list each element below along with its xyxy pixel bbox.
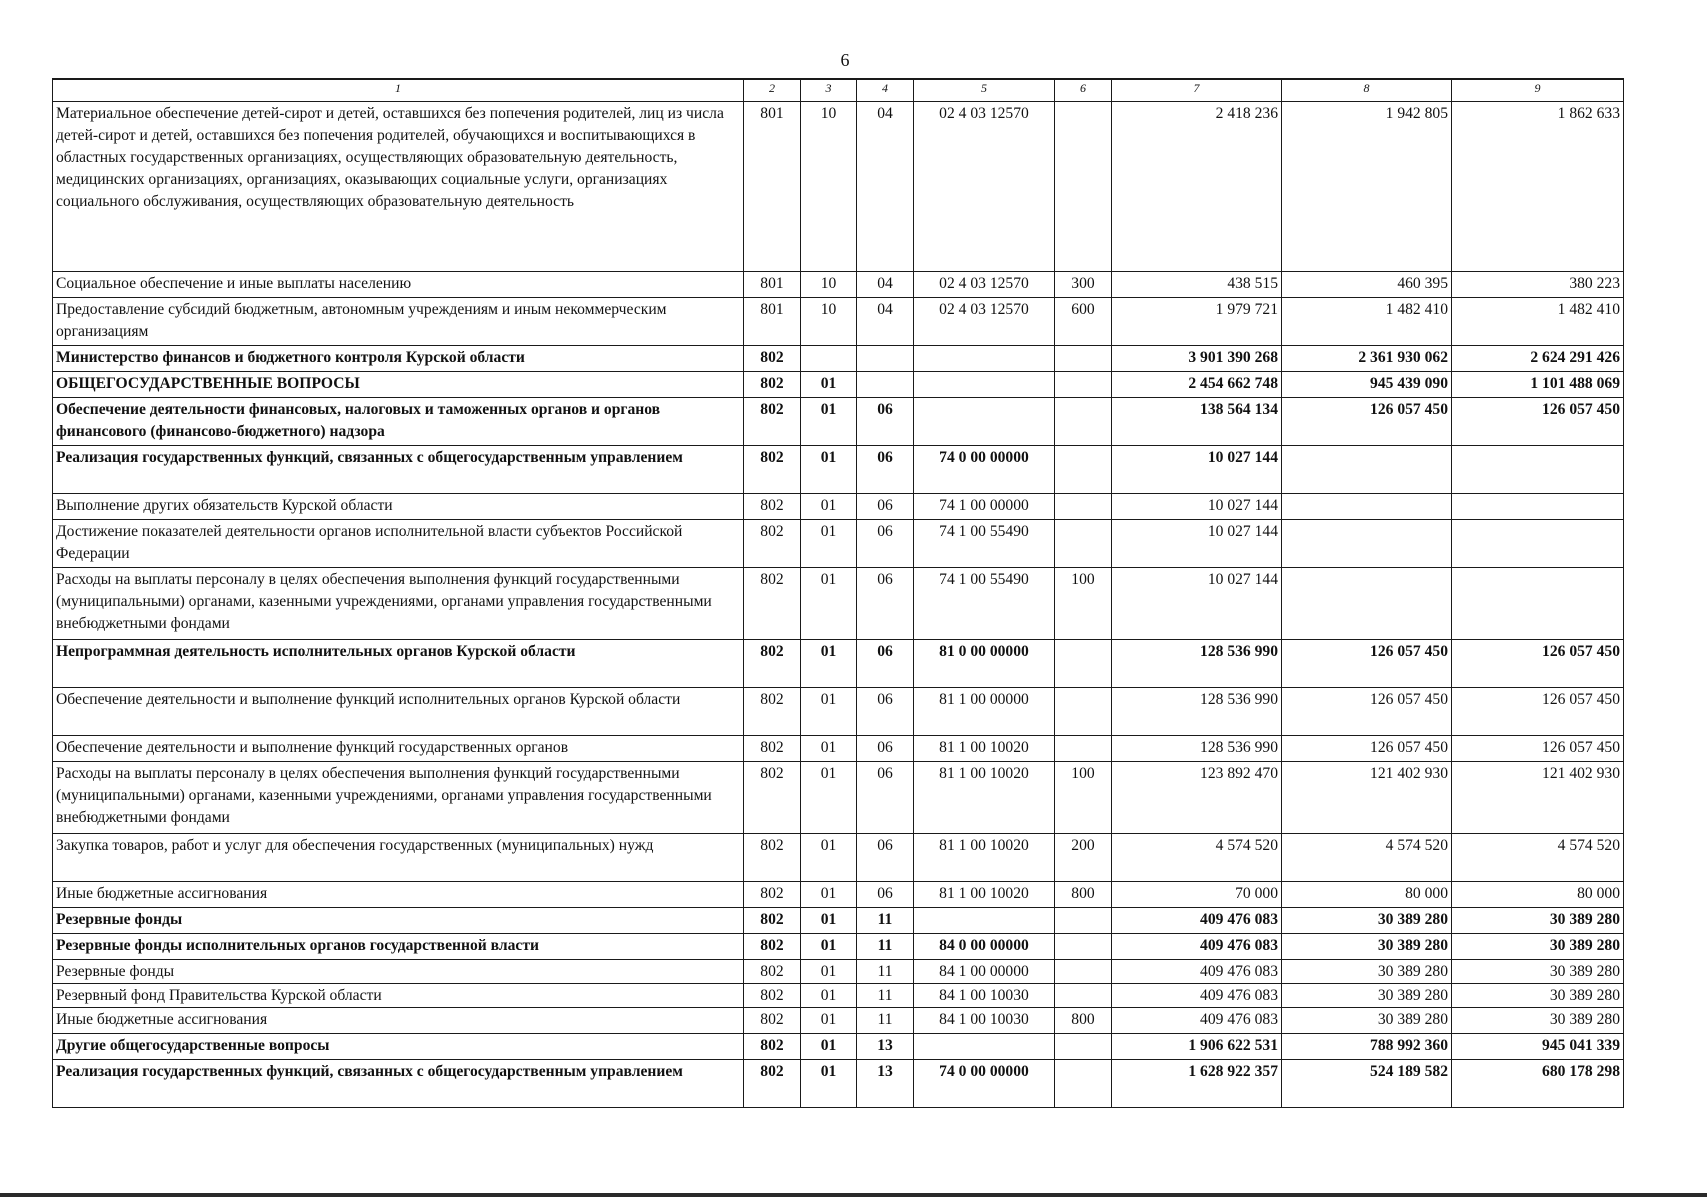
amount-col-7: 128 536 990 xyxy=(1112,735,1282,761)
table-row xyxy=(53,493,1624,519)
ministry-code: 802 xyxy=(744,761,801,833)
amount-col-8: 524 189 582 xyxy=(1282,1059,1452,1107)
amount-col-8: 30 389 280 xyxy=(1282,907,1452,933)
amount-col-8: 30 389 280 xyxy=(1282,933,1452,959)
amount-col-9: 30 389 280 xyxy=(1452,983,1624,1007)
table-row xyxy=(53,1033,1624,1059)
target-article-code: 02 4 03 12570 xyxy=(914,271,1055,297)
amount-col-7: 1 628 922 357 xyxy=(1112,1059,1282,1107)
table-row xyxy=(53,687,1624,735)
expense-type-code: 800 xyxy=(1055,881,1112,907)
ministry-code: 802 xyxy=(744,519,801,567)
row-name: Другие общегосударственные вопросы xyxy=(53,1033,744,1059)
amount-col-7: 4 574 520 xyxy=(1112,833,1282,881)
section-code: 01 xyxy=(801,493,857,519)
ministry-code: 802 xyxy=(744,639,801,687)
expense-type-code xyxy=(1055,907,1112,933)
subsection-code: 06 xyxy=(857,761,914,833)
section-code: 01 xyxy=(801,761,857,833)
section-code: 10 xyxy=(801,101,857,271)
amount-col-9: 680 178 298 xyxy=(1452,1059,1624,1107)
ministry-code: 802 xyxy=(744,371,801,397)
section-code: 01 xyxy=(801,371,857,397)
amount-col-9 xyxy=(1452,445,1624,493)
target-article-code: 74 1 00 00000 xyxy=(914,493,1055,519)
ministry-code: 802 xyxy=(744,1033,801,1059)
amount-col-7: 138 564 134 xyxy=(1112,397,1282,445)
subsection-code: 04 xyxy=(857,101,914,271)
amount-col-9: 30 389 280 xyxy=(1452,1007,1624,1033)
ministry-code: 801 xyxy=(744,271,801,297)
amount-col-7: 10 027 144 xyxy=(1112,445,1282,493)
scan-bottom-edge xyxy=(0,1193,1707,1197)
target-article-code: 74 1 00 55490 xyxy=(914,519,1055,567)
target-article-code xyxy=(914,345,1055,371)
header-col-7: 7 xyxy=(1112,79,1282,101)
section-code: 10 xyxy=(801,297,857,345)
amount-col-9: 1 101 488 069 xyxy=(1452,371,1624,397)
amount-col-7: 10 027 144 xyxy=(1112,567,1282,639)
row-name: Министерство финансов и бюджетного контроля Курской области xyxy=(53,345,744,371)
subsection-code: 11 xyxy=(857,933,914,959)
row-name: Материальное обеспечение детей-сирот и детей, оставшихся без попечения родителей, лиц из числа детей-сирот и детей, оставшихся без попечения родителей, обучающихся и воспитывающихся в областных государственных организациях, осуществляющих образовательную деятельность, медицинских организациях, организациях, оказывающих социальные услуги, организациях социального обслуживания, осуществляющих образовательную деятельность xyxy=(53,101,744,271)
section-code: 01 xyxy=(801,907,857,933)
amount-col-7: 409 476 083 xyxy=(1112,959,1282,983)
section-code: 01 xyxy=(801,519,857,567)
expense-type-code xyxy=(1055,397,1112,445)
amount-col-8: 80 000 xyxy=(1282,881,1452,907)
section-code: 01 xyxy=(801,1007,857,1033)
expense-type-code xyxy=(1055,101,1112,271)
table-row xyxy=(53,567,1624,639)
table-body xyxy=(53,79,1624,1107)
header-col-1: 1 xyxy=(53,79,744,101)
expense-type-code xyxy=(1055,1033,1112,1059)
subsection-code: 04 xyxy=(857,297,914,345)
target-article-code xyxy=(914,1033,1055,1059)
target-article-code: 74 1 00 55490 xyxy=(914,567,1055,639)
ministry-code: 802 xyxy=(744,397,801,445)
amount-col-9: 126 057 450 xyxy=(1452,735,1624,761)
row-name: Расходы на выплаты персоналу в целях обеспечения выполнения функций государственными (муниципальными) органами, казенными учреждениями, органами управления государственными внебюджетными фондами xyxy=(53,761,744,833)
ministry-code: 802 xyxy=(744,687,801,735)
row-name: Непрограммная деятельность исполнительных органов Курской области xyxy=(53,639,744,687)
expense-type-code: 200 xyxy=(1055,833,1112,881)
target-article-code xyxy=(914,371,1055,397)
subsection-code: 06 xyxy=(857,881,914,907)
expense-type-code xyxy=(1055,639,1112,687)
table-row xyxy=(53,371,1624,397)
ministry-code: 802 xyxy=(744,1007,801,1033)
amount-col-9: 126 057 450 xyxy=(1452,687,1624,735)
subsection-code: 06 xyxy=(857,639,914,687)
amount-col-8: 126 057 450 xyxy=(1282,639,1452,687)
ministry-code: 802 xyxy=(744,833,801,881)
amount-col-7: 2 454 662 748 xyxy=(1112,371,1282,397)
expense-type-code xyxy=(1055,493,1112,519)
amount-col-8: 1 482 410 xyxy=(1282,297,1452,345)
expense-type-code: 300 xyxy=(1055,271,1112,297)
target-article-code: 81 1 00 10020 xyxy=(914,833,1055,881)
amount-col-9: 121 402 930 xyxy=(1452,761,1624,833)
subsection-code: 06 xyxy=(857,735,914,761)
row-name: Резервные фонды исполнительных органов государственной власти xyxy=(53,933,744,959)
amount-col-8 xyxy=(1282,519,1452,567)
target-article-code: 74 0 00 00000 xyxy=(914,1059,1055,1107)
subsection-code: 06 xyxy=(857,567,914,639)
expense-type-code xyxy=(1055,345,1112,371)
amount-col-7: 10 027 144 xyxy=(1112,493,1282,519)
ministry-code: 802 xyxy=(744,983,801,1007)
amount-col-7: 438 515 xyxy=(1112,271,1282,297)
amount-col-8: 30 389 280 xyxy=(1282,983,1452,1007)
target-article-code: 84 0 00 00000 xyxy=(914,933,1055,959)
subsection-code: 04 xyxy=(857,271,914,297)
amount-col-9: 80 000 xyxy=(1452,881,1624,907)
row-name: Обеспечение деятельности и выполнение функций исполнительных органов Курской области xyxy=(53,687,744,735)
section-code: 01 xyxy=(801,1059,857,1107)
amount-col-8: 30 389 280 xyxy=(1282,959,1452,983)
subsection-code: 13 xyxy=(857,1033,914,1059)
amount-col-7: 123 892 470 xyxy=(1112,761,1282,833)
section-code: 01 xyxy=(801,687,857,735)
target-article-code: 84 1 00 10030 xyxy=(914,983,1055,1007)
target-article-code: 02 4 03 12570 xyxy=(914,297,1055,345)
amount-col-9: 380 223 xyxy=(1452,271,1624,297)
ministry-code: 802 xyxy=(744,933,801,959)
subsection-code: 06 xyxy=(857,519,914,567)
table-header-row xyxy=(53,79,1624,101)
row-name: Реализация государственных функций, связанных с общегосударственным управлением xyxy=(53,1059,744,1107)
amount-col-8: 788 992 360 xyxy=(1282,1033,1452,1059)
amount-col-7: 10 027 144 xyxy=(1112,519,1282,567)
amount-col-9: 1 862 633 xyxy=(1452,101,1624,271)
section-code: 01 xyxy=(801,833,857,881)
expense-type-code: 100 xyxy=(1055,761,1112,833)
row-name: Реализация государственных функций, связанных с общегосударственным управлением xyxy=(53,445,744,493)
header-col-5: 5 xyxy=(914,79,1055,101)
table-row xyxy=(53,881,1624,907)
ministry-code: 802 xyxy=(744,445,801,493)
amount-col-8 xyxy=(1282,493,1452,519)
table-row xyxy=(53,1059,1624,1107)
expense-type-code xyxy=(1055,445,1112,493)
expense-type-code xyxy=(1055,687,1112,735)
header-col-6: 6 xyxy=(1055,79,1112,101)
header-col-9: 9 xyxy=(1452,79,1624,101)
amount-col-9 xyxy=(1452,567,1624,639)
section-code: 01 xyxy=(801,639,857,687)
table-row xyxy=(53,345,1624,371)
amount-col-9: 1 482 410 xyxy=(1452,297,1624,345)
ministry-code: 802 xyxy=(744,881,801,907)
amount-col-7: 409 476 083 xyxy=(1112,983,1282,1007)
table-row xyxy=(53,397,1624,445)
amount-col-9: 126 057 450 xyxy=(1452,397,1624,445)
section-code: 01 xyxy=(801,445,857,493)
row-name: Обеспечение деятельности и выполнение функций государственных органов xyxy=(53,735,744,761)
expense-type-code: 100 xyxy=(1055,567,1112,639)
table-row xyxy=(53,735,1624,761)
row-name: Иные бюджетные ассигнования xyxy=(53,881,744,907)
target-article-code: 02 4 03 12570 xyxy=(914,101,1055,271)
header-col-3: 3 xyxy=(801,79,857,101)
amount-col-9: 2 624 291 426 xyxy=(1452,345,1624,371)
amount-col-7: 2 418 236 xyxy=(1112,101,1282,271)
amount-col-9: 30 389 280 xyxy=(1452,907,1624,933)
table-row xyxy=(53,761,1624,833)
table-row xyxy=(53,519,1624,567)
amount-col-8: 121 402 930 xyxy=(1282,761,1452,833)
target-article-code: 84 1 00 10030 xyxy=(914,1007,1055,1033)
section-code: 01 xyxy=(801,735,857,761)
expense-type-code: 600 xyxy=(1055,297,1112,345)
expense-type-code xyxy=(1055,983,1112,1007)
row-name: Резервные фонды xyxy=(53,959,744,983)
ministry-code: 802 xyxy=(744,1059,801,1107)
table-row xyxy=(53,907,1624,933)
table-row xyxy=(53,933,1624,959)
target-article-code: 81 1 00 10020 xyxy=(914,735,1055,761)
section-code: 10 xyxy=(801,271,857,297)
section-code: 01 xyxy=(801,959,857,983)
amount-col-7: 1 906 622 531 xyxy=(1112,1033,1282,1059)
subsection-code: 11 xyxy=(857,983,914,1007)
amount-col-8: 126 057 450 xyxy=(1282,397,1452,445)
row-name: Иные бюджетные ассигнования xyxy=(53,1007,744,1033)
amount-col-7: 409 476 083 xyxy=(1112,933,1282,959)
expense-type-code xyxy=(1055,371,1112,397)
target-article-code: 74 0 00 00000 xyxy=(914,445,1055,493)
amount-col-7: 409 476 083 xyxy=(1112,907,1282,933)
row-name: Предоставление субсидий бюджетным, автономным учреждениям и иным некоммерческим организациям xyxy=(53,297,744,345)
subsection-code: 06 xyxy=(857,493,914,519)
amount-col-9: 30 389 280 xyxy=(1452,959,1624,983)
row-name: Резервный фонд Правительства Курской области xyxy=(53,983,744,1007)
table-row xyxy=(53,101,1624,271)
amount-col-8 xyxy=(1282,567,1452,639)
amount-col-8: 460 395 xyxy=(1282,271,1452,297)
table-row xyxy=(53,297,1624,345)
amount-col-9 xyxy=(1452,493,1624,519)
amount-col-8 xyxy=(1282,445,1452,493)
amount-col-8: 2 361 930 062 xyxy=(1282,345,1452,371)
amount-col-8: 126 057 450 xyxy=(1282,735,1452,761)
row-name: Закупка товаров, работ и услуг для обеспечения государственных (муниципальных) нужд xyxy=(53,833,744,881)
subsection-code xyxy=(857,371,914,397)
target-article-code: 81 0 00 00000 xyxy=(914,639,1055,687)
row-name: Социальное обеспечение и иные выплаты населению xyxy=(53,271,744,297)
table-row xyxy=(53,983,1624,1007)
row-name: Достижение показателей деятельности органов исполнительной власти субъектов Российской Федерации xyxy=(53,519,744,567)
amount-col-7: 3 901 390 268 xyxy=(1112,345,1282,371)
page-number: 6 xyxy=(840,50,850,70)
target-article-code xyxy=(914,907,1055,933)
expense-type-code xyxy=(1055,735,1112,761)
ministry-code: 802 xyxy=(744,493,801,519)
expense-type-code xyxy=(1055,959,1112,983)
expense-type-code xyxy=(1055,519,1112,567)
subsection-code: 06 xyxy=(857,687,914,735)
amount-col-7: 70 000 xyxy=(1112,881,1282,907)
header-col-8: 8 xyxy=(1282,79,1452,101)
section-code: 01 xyxy=(801,1033,857,1059)
row-name: Обеспечение деятельности финансовых, налоговых и таможенных органов и органов финансового (финансово-бюджетного) надзора xyxy=(53,397,744,445)
subsection-code: 13 xyxy=(857,1059,914,1107)
table-row xyxy=(53,639,1624,687)
subsection-code: 06 xyxy=(857,397,914,445)
expense-type-code xyxy=(1055,933,1112,959)
table-row xyxy=(53,271,1624,297)
amount-col-7: 128 536 990 xyxy=(1112,687,1282,735)
header-col-2: 2 xyxy=(744,79,801,101)
section-code: 01 xyxy=(801,933,857,959)
ministry-code: 802 xyxy=(744,959,801,983)
amount-col-7: 1 979 721 xyxy=(1112,297,1282,345)
amount-col-9: 30 389 280 xyxy=(1452,933,1624,959)
amount-col-8: 30 389 280 xyxy=(1282,1007,1452,1033)
amount-col-8: 126 057 450 xyxy=(1282,687,1452,735)
amount-col-7: 128 536 990 xyxy=(1112,639,1282,687)
ministry-code: 801 xyxy=(744,101,801,271)
subsection-code: 11 xyxy=(857,907,914,933)
header-col-4: 4 xyxy=(857,79,914,101)
amount-col-9: 945 041 339 xyxy=(1452,1033,1624,1059)
target-article-code xyxy=(914,397,1055,445)
subsection-code: 06 xyxy=(857,833,914,881)
amount-col-9 xyxy=(1452,519,1624,567)
subsection-code: 11 xyxy=(857,959,914,983)
amount-col-8: 4 574 520 xyxy=(1282,833,1452,881)
expense-type-code xyxy=(1055,1059,1112,1107)
ministry-code: 802 xyxy=(744,907,801,933)
expense-type-code: 800 xyxy=(1055,1007,1112,1033)
target-article-code: 81 1 00 00000 xyxy=(914,687,1055,735)
section-code xyxy=(801,345,857,371)
ministry-code: 802 xyxy=(744,345,801,371)
amount-col-8: 945 439 090 xyxy=(1282,371,1452,397)
amount-col-9: 126 057 450 xyxy=(1452,639,1624,687)
ministry-code: 802 xyxy=(744,567,801,639)
section-code: 01 xyxy=(801,397,857,445)
section-code: 01 xyxy=(801,983,857,1007)
amount-col-7: 409 476 083 xyxy=(1112,1007,1282,1033)
budget-table xyxy=(52,78,1624,1108)
amount-col-9: 4 574 520 xyxy=(1452,833,1624,881)
ministry-code: 801 xyxy=(744,297,801,345)
target-article-code: 81 1 00 10020 xyxy=(914,761,1055,833)
table-row xyxy=(53,833,1624,881)
table-row xyxy=(53,445,1624,493)
target-article-code: 81 1 00 10020 xyxy=(914,881,1055,907)
row-name: ОБЩЕГОСУДАРСТВЕННЫЕ ВОПРОСЫ xyxy=(53,371,744,397)
row-name: Расходы на выплаты персоналу в целях обеспечения выполнения функций государственными (муниципальными) органами, казенными учреждениями, органами управления государственными внебюджетными фондами xyxy=(53,567,744,639)
table-row xyxy=(53,1007,1624,1033)
section-code: 01 xyxy=(801,881,857,907)
ministry-code: 802 xyxy=(744,735,801,761)
target-article-code: 84 1 00 00000 xyxy=(914,959,1055,983)
table-row xyxy=(53,959,1624,983)
amount-col-8: 1 942 805 xyxy=(1282,101,1452,271)
row-name: Резервные фонды xyxy=(53,907,744,933)
subsection-code: 11 xyxy=(857,1007,914,1033)
subsection-code xyxy=(857,345,914,371)
row-name: Выполнение других обязательств Курской области xyxy=(53,493,744,519)
section-code: 01 xyxy=(801,567,857,639)
subsection-code: 06 xyxy=(857,445,914,493)
